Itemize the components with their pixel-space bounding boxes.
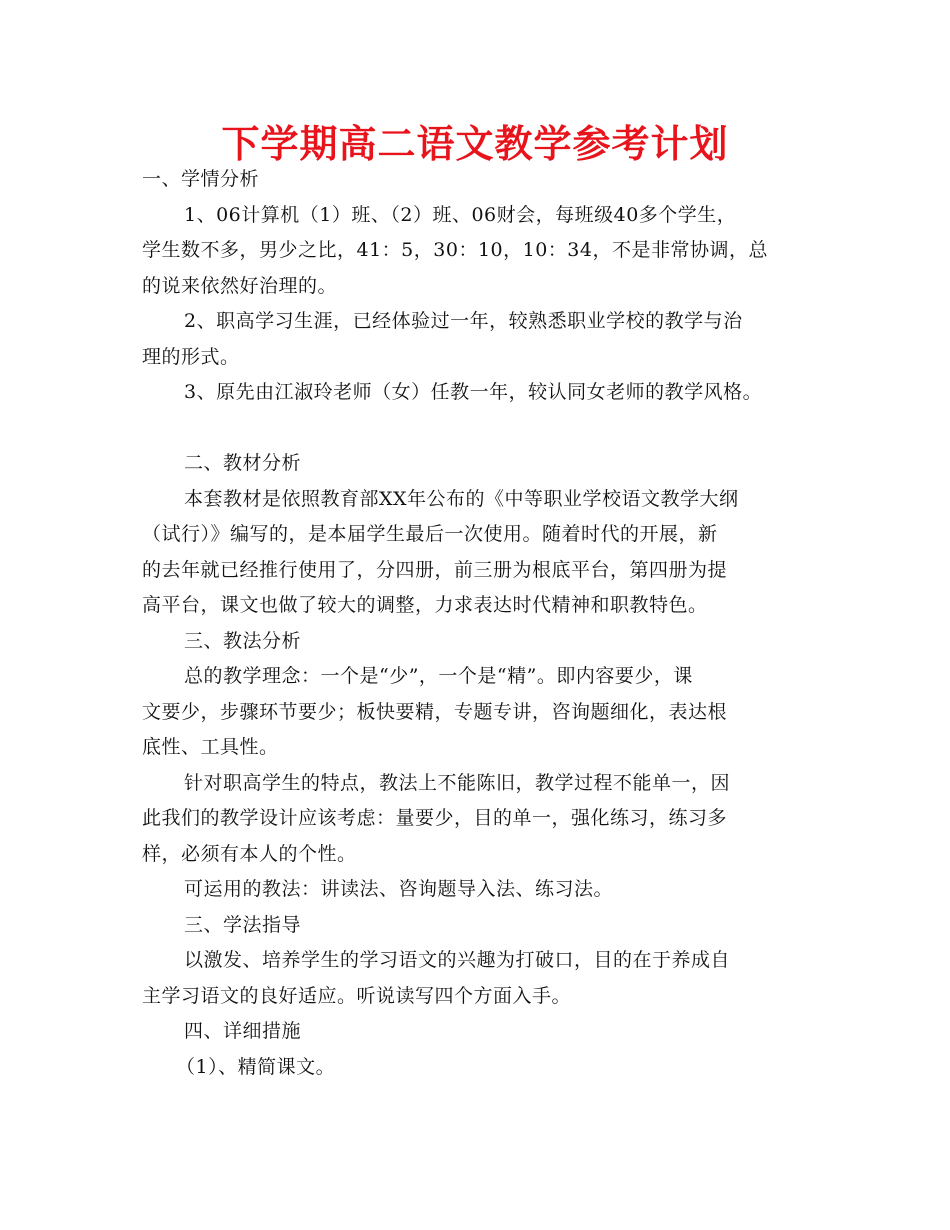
section-heading-textbook: 二、教材分析 — [184, 452, 302, 474]
section-heading-measures: 四、详细措施 — [184, 1020, 302, 1042]
paragraph-line: 学生数不多，男少之比，41：5，30：10，10：34，不是非常协调，总 — [142, 239, 768, 261]
paragraph-line: 主学习语文的良好适应。听说读写四个方面入手。 — [142, 984, 572, 1007]
paragraph-line: 3、原先由江淑玲老师（女）任教一年，较认同女老师的教学风格。 — [184, 381, 763, 403]
paragraph-line: 样，必须有本人的个性。 — [142, 842, 357, 865]
paragraph-line: 2、职高学习生涯，已经体验过一年，较熟悉职业学校的教学与治 — [184, 310, 743, 332]
document-title: 下学期高二语文教学参考计划 — [221, 122, 729, 166]
paragraph-line: 高平台，课文也做了较大的调整，力求表达时代精神和职教特色。 — [142, 594, 708, 616]
document-body — [142, 162, 814, 1085]
paragraph-line: 此我们的教学设计应该考虑：量要少，目的单一，强化练习，练习多 — [142, 807, 728, 829]
paragraph-line: 理的形式。 — [142, 345, 240, 368]
paragraph-line: 底性、工具性。 — [142, 736, 279, 758]
paragraph-line: 可运用的教法：讲读法、咨询题导入法、练习法。 — [184, 878, 614, 900]
section-heading-learning-method: 三、学法指导 — [184, 913, 302, 936]
paragraph-line: 1、06计算机（1）班、（2）班、06财会，每班级40多个学生， — [184, 203, 737, 226]
paragraph-line: 的说来依然好治理的。 — [142, 274, 338, 297]
section-heading-teaching-method: 三、教法分析 — [184, 629, 302, 652]
list-item: （1）、精简课文。 — [176, 1055, 336, 1078]
paragraph-line: 文要少，步骤环节要少；板快要精，专题专讲，咨询题细化，表达根 — [142, 700, 728, 723]
blank-line — [142, 411, 814, 447]
paragraph-line: 本套教材是依照教育部XX年公布的《中等职业学校语文教学大纲 — [184, 487, 739, 510]
paragraph-line: 总的教学理念：一个是“少”，一个是“精”。即内容要少，课 — [184, 665, 693, 687]
paragraph-line: 的去年就已经推行使用了，分四册，前三册为根底平台，第四册为提 — [142, 558, 728, 581]
paragraph-line: 以激发、培养学生的学习语文的兴趣为打破口，目的在于养成自 — [184, 949, 731, 971]
paragraph-line: 针对职高学生的特点，教法上不能陈旧，教学过程不能单一，因 — [184, 771, 731, 794]
paragraph-line: （试行）》编写的，是本届学生最后一次使用。随着时代的开展，新 — [142, 523, 718, 545]
section-heading-situation: 一、学情分析 — [142, 168, 260, 190]
